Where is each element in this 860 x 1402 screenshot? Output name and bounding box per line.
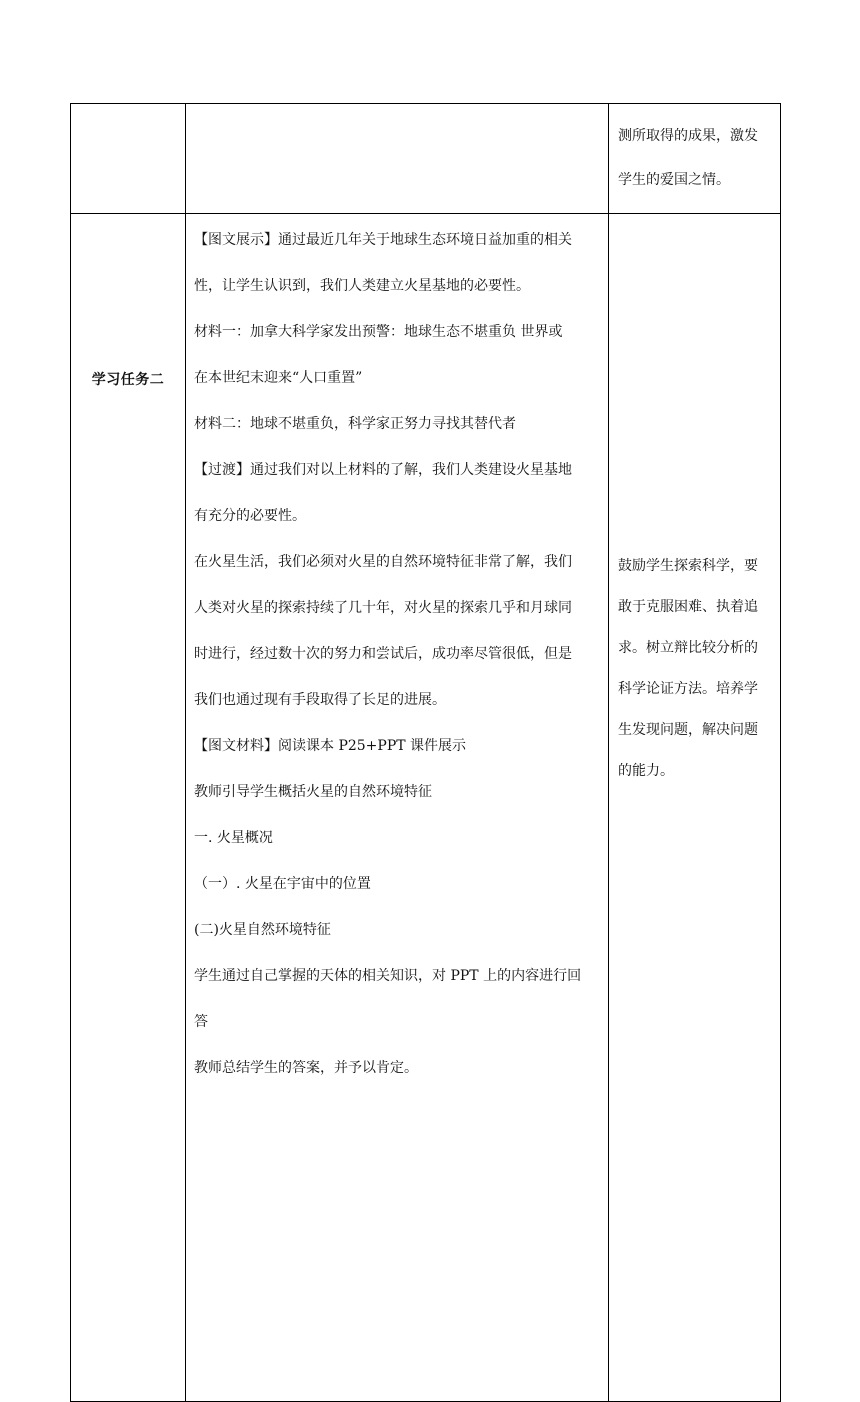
lesson-plan-table (70, 103, 781, 1402)
design-intent-cell (609, 214, 781, 1402)
text-line: 的能力。 (618, 763, 674, 779)
text-line: 材料二：地球不堪重负，科学家正努力寻找其替代者 (194, 416, 516, 432)
task-label: 学习任务二 (91, 372, 165, 388)
activity-cell (186, 104, 609, 214)
text-line: 学生通过自己掌握的天体的相关知识，对 PPT 上的内容进行回 (194, 968, 582, 984)
text-line: 答 (194, 1014, 208, 1030)
text-line: 教师总结学生的答案，并予以肯定。 (194, 1060, 418, 1076)
text-line: 测所取得的成果，激发 (618, 128, 758, 144)
text-line: (二)火星自然环境特征 (194, 922, 331, 938)
task-label-cell (71, 214, 186, 1402)
text-line: 时进行，经过数十次的努力和尝试后，成功率尽管很低，但是 (194, 646, 572, 662)
text-line: 科学论证方法。培养学 (618, 681, 758, 697)
text-line: 鼓励学生探索科学，要 (618, 558, 758, 574)
text-line: 教师引导学生概括火星的自然环境特征 (194, 784, 432, 800)
text-line: 在火星生活，我们必须对火星的自然环境特征非常了解，我们 (194, 554, 572, 570)
design-intent-cell (609, 104, 781, 214)
text-line: 材料一：加拿大科学家发出预警：地球生态不堪重负 世界或 (194, 324, 563, 340)
text-line: 【过渡】通过我们对以上材料的了解，我们人类建设火星基地 (194, 462, 572, 478)
text-line: 敢于克服困难、执着追 (618, 599, 758, 615)
text-line: 【图文展示】通过最近几年关于地球生态环境日益加重的相关 (194, 232, 572, 248)
text-line: 性，让学生认识到，我们人类建立火星基地的必要性。 (194, 278, 530, 294)
text-line: 我们也通过现有手段取得了长足的进展。 (194, 692, 446, 708)
activity-cell (186, 214, 609, 1402)
text-line: 【图文材料】阅读课本 P25+PPT 课件展示 (194, 738, 467, 754)
table-row (71, 214, 781, 1402)
text-line: 生发现问题，解决问题 (618, 722, 758, 738)
task-label-cell (71, 104, 186, 214)
text-line: 求。树立辩比较分析的 (618, 640, 758, 656)
text-line: 人类对火星的探索持续了几十年，对火星的探索几乎和月球同 (194, 600, 572, 616)
text-line: 学生的爱国之情。 (618, 172, 730, 188)
text-line: 在本世纪末迎来“人口重置” (194, 370, 363, 386)
text-line: 有充分的必要性。 (194, 508, 306, 524)
table-row (71, 104, 781, 214)
text-line: 一. 火星概况 (194, 830, 273, 846)
text-line: （一）. 火星在宇宙中的位置 (194, 876, 371, 892)
